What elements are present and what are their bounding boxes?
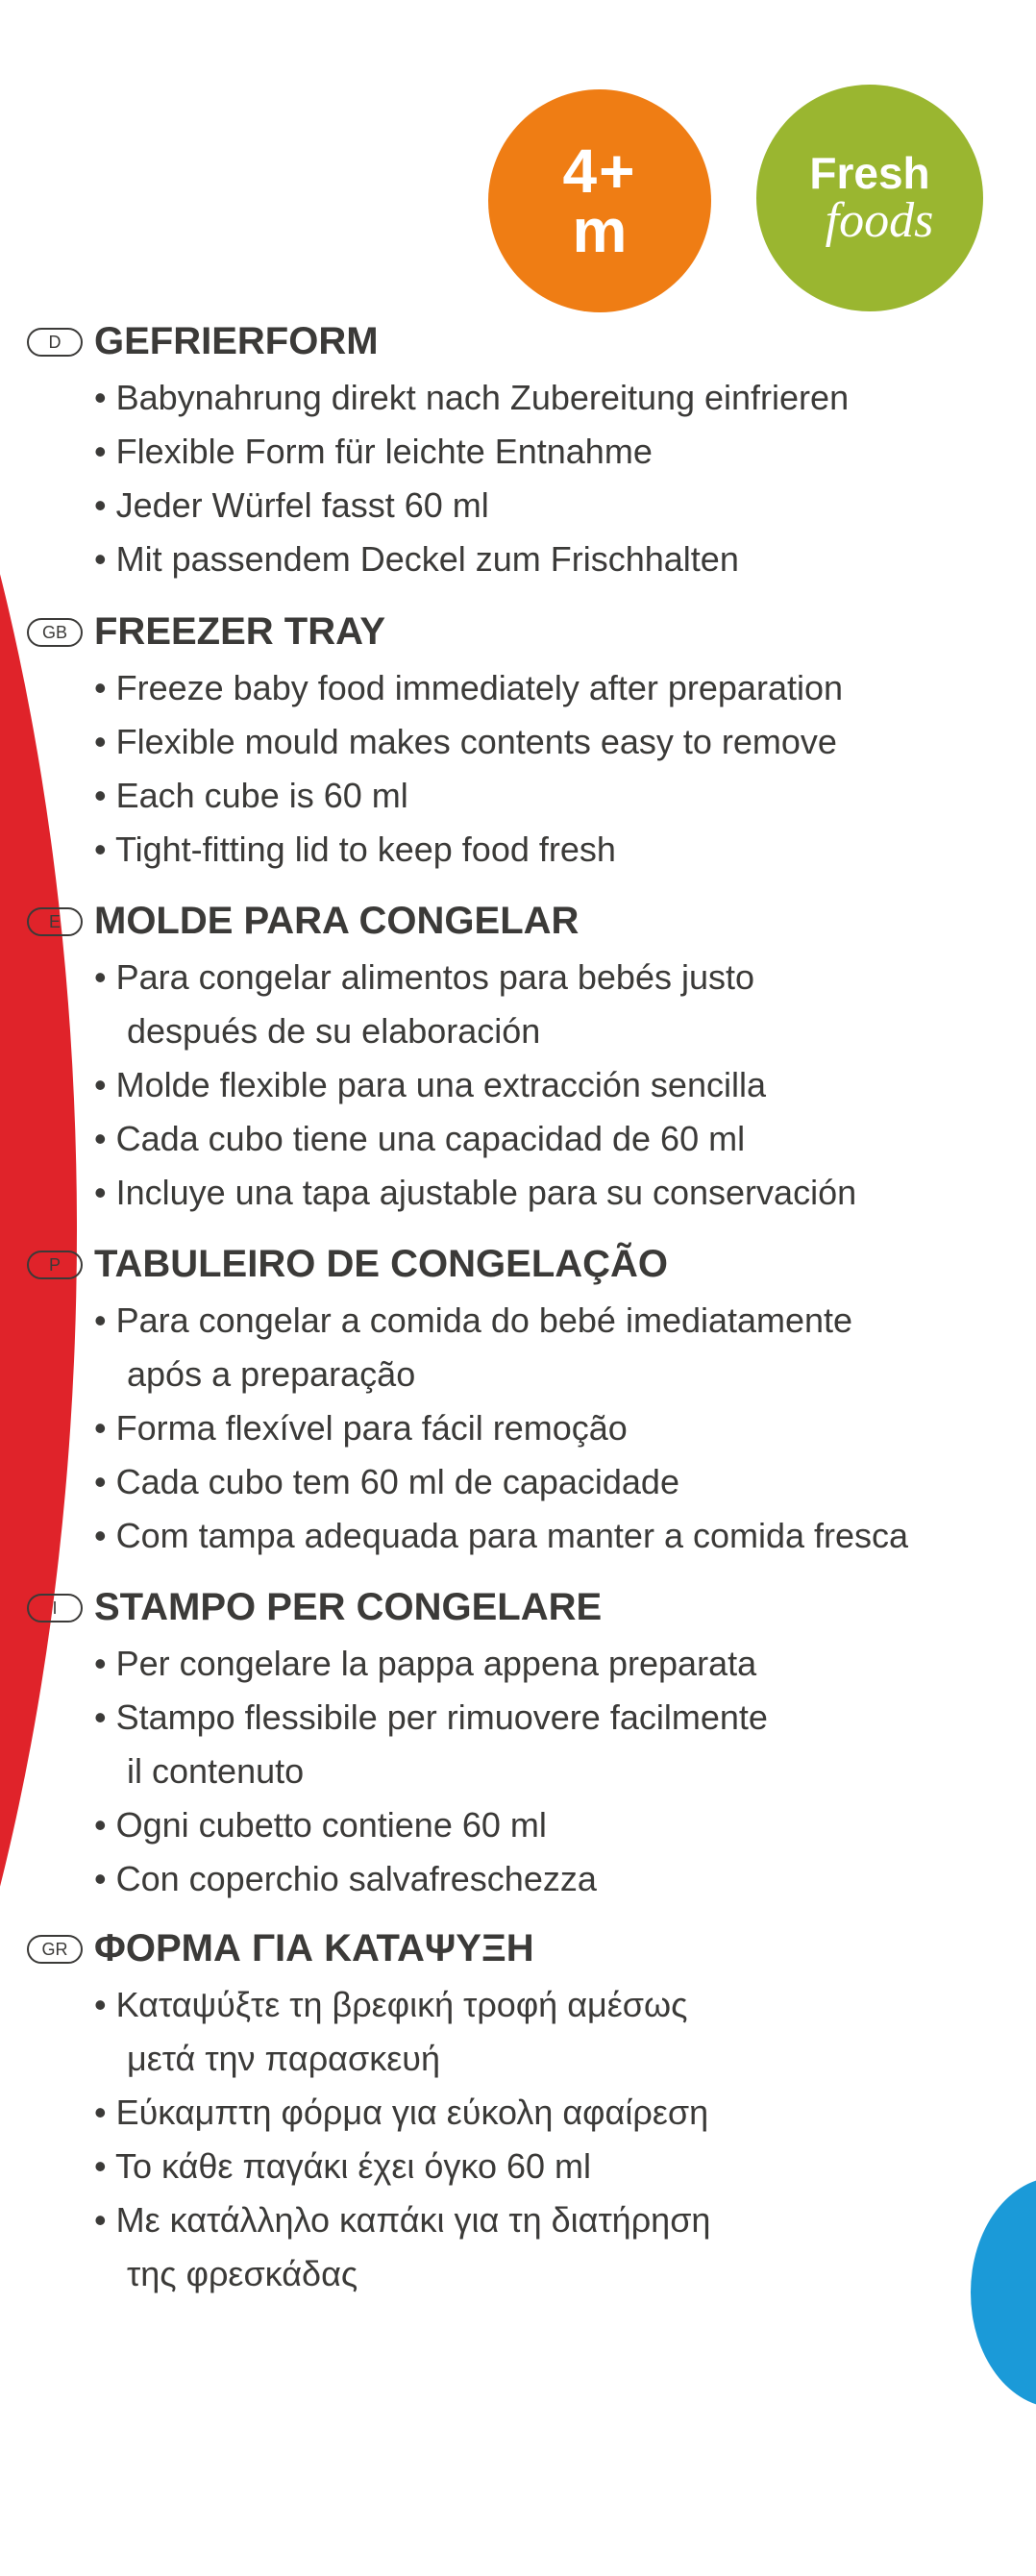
bullet-item: • Cada cubo tem 60 ml de capacidade: [94, 1462, 679, 1501]
bullet-continuation: después de su elaboración: [127, 1011, 541, 1051]
bullet-item: • Flexible mould makes contents easy to remove: [94, 722, 837, 761]
language-code-badge: I: [27, 1594, 83, 1622]
bullet-item: • Tight-fitting lid to keep food fresh: [94, 830, 616, 869]
logo-word-fresh: Fresh: [809, 148, 930, 198]
bullet-item: • Each cube is 60 ml: [94, 776, 408, 815]
bullet-item: • Καταψύξτε τη βρεφική τροφή αμέσως: [94, 1985, 688, 2024]
bullet-item: • Stampo flessibile per rimuovere facilmente: [94, 1697, 768, 1737]
bullet-item: • Cada cubo tiene una capacidad de 60 ml: [94, 1119, 746, 1158]
bullet-item: • Mit passendem Deckel zum Frischhalten: [94, 539, 739, 579]
bullet-continuation: após a preparação: [127, 1354, 416, 1394]
bullet-continuation: μετά την παρασκευή: [127, 2039, 440, 2078]
section-title: STAMPO PER CONGELARE: [94, 1586, 603, 1628]
bullet-item: • Freeze baby food immediately after preparation: [94, 668, 844, 707]
bullet-item: • Ogni cubetto contiene 60 ml: [94, 1805, 547, 1845]
bullet-item: • Con coperchio salvafreschezza: [94, 1859, 597, 1898]
bullet-item: • Babynahrung direkt nach Zubereitung einfrieren: [94, 378, 850, 417]
bullet-item: • Με κατάλληλο καπάκι για τη διατήρηση: [94, 2200, 711, 2240]
bullet-item: • Εύκαμπτη φόρμα για εύκολη αφαίρεση: [94, 2093, 709, 2132]
bullet-item: • Para congelar alimentos para bebés justo: [94, 957, 755, 997]
bullet-item: • Jeder Würfel fasst 60 ml: [94, 485, 489, 525]
bullet-continuation: της φρεσκάδας: [127, 2254, 358, 2293]
bullet-item: • Com tampa adequada para manter a comida fresca: [94, 1516, 909, 1555]
bullet-item: • Το κάθε παγάκι έχει όγκο 60 ml: [94, 2146, 592, 2186]
logo-word-foods: foods: [825, 193, 934, 248]
bullet-item: • Incluye una tapa ajustable para su conservación: [94, 1173, 857, 1212]
bullet-item: • Molde flexible para una extracción sencilla: [94, 1065, 766, 1104]
age-badge: [488, 89, 711, 312]
section-title: MOLDE PARA CONGELAR: [94, 900, 580, 942]
language-code-badge: D: [27, 328, 83, 357]
section-title: GEFRIERFORM: [94, 320, 379, 362]
bullet-item: • Para congelar a comida do bebé imediatamente: [94, 1300, 853, 1340]
age-badge-unit: m: [572, 196, 628, 265]
bullet-item: • Flexible Form für leichte Entnahme: [94, 432, 653, 471]
bullet-item: • Per congelare la pappa appena preparata: [94, 1644, 757, 1683]
section-title: FREEZER TRAY: [94, 610, 386, 653]
age-badge-value: 4+: [562, 136, 637, 206]
language-code-badge: GR: [27, 1935, 83, 1964]
language-code-badge: E: [27, 907, 83, 936]
fresh-foods-logo: [756, 85, 983, 311]
language-code-badge: GB: [27, 618, 83, 647]
language-code-badge: P: [27, 1251, 83, 1279]
blue-corner-shape: [971, 2177, 1036, 2408]
red-border-arc: [0, 0, 77, 2576]
section-title: ΦΟΡΜΑ ΓΙΑ ΚΑΤΑΨΥΞΗ: [94, 1927, 534, 1969]
bullet-continuation: il contenuto: [127, 1751, 305, 1791]
section-title: TABULEIRO DE CONGELAÇÃO: [94, 1243, 669, 1285]
bullet-item: • Forma flexível para fácil remoção: [94, 1408, 628, 1448]
